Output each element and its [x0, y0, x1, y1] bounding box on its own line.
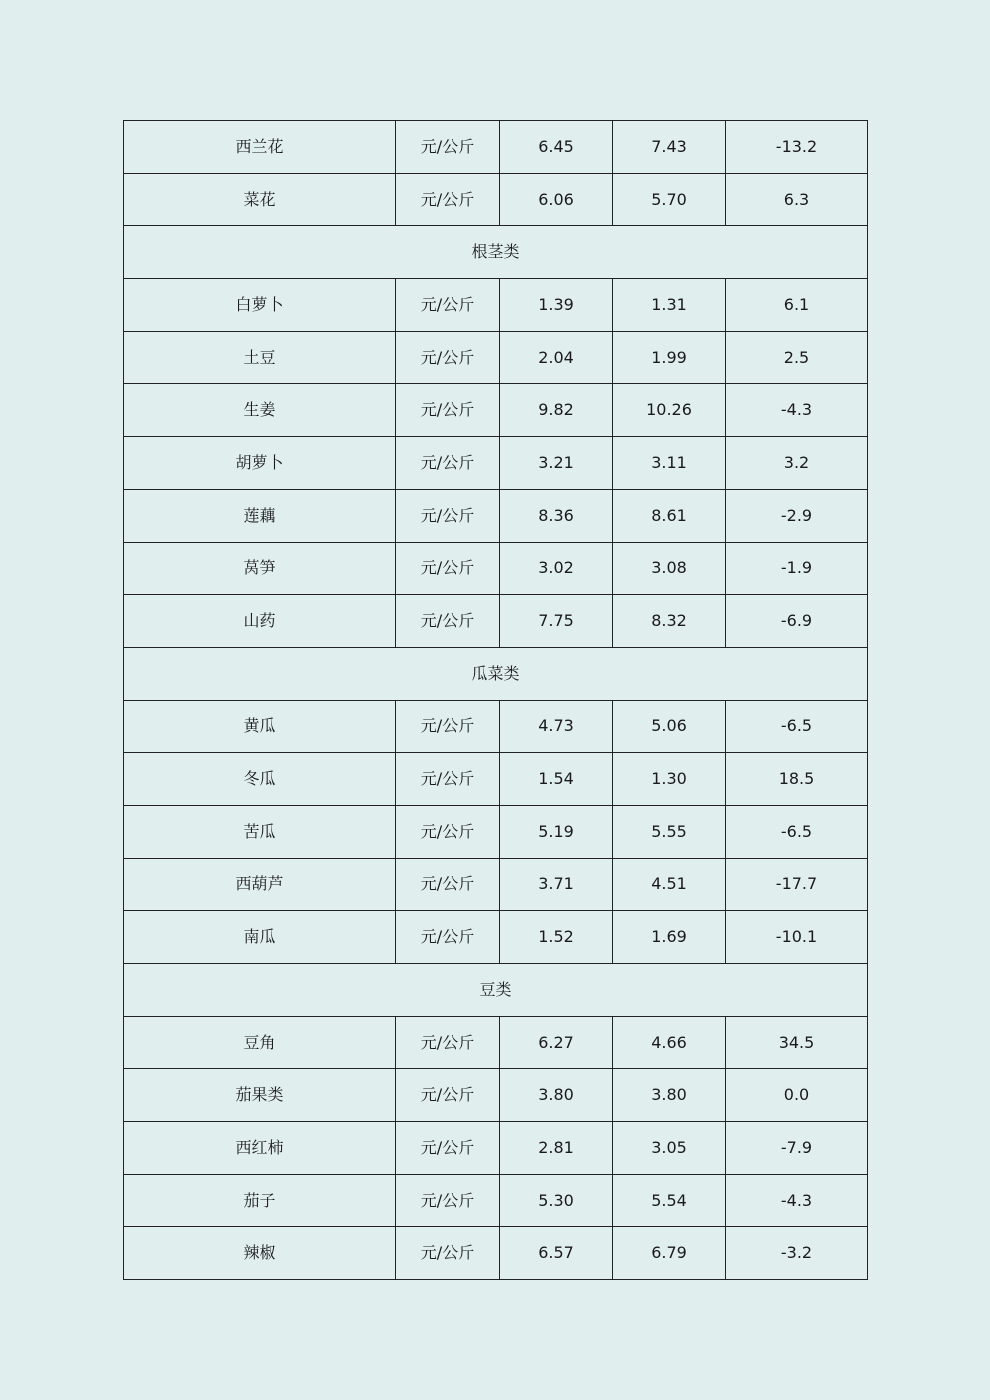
change-percent-cell: -6.9	[726, 595, 868, 648]
unit-cell: 元/公斤	[396, 753, 500, 806]
table-row	[124, 1174, 868, 1227]
table-row	[124, 1016, 868, 1069]
category-label: 瓜菜类	[124, 647, 868, 700]
change-percent-cell: 34.5	[726, 1016, 868, 1069]
current-price-cell: 1.52	[500, 911, 613, 964]
unit-cell: 元/公斤	[396, 279, 500, 332]
item-name-cell: 豆角	[124, 1016, 396, 1069]
item-name-cell: 南瓜	[124, 911, 396, 964]
unit-cell: 元/公斤	[396, 384, 500, 437]
unit-cell: 元/公斤	[396, 331, 500, 384]
previous-price-cell: 1.69	[613, 911, 726, 964]
unit-cell: 元/公斤	[396, 1227, 500, 1280]
item-name-cell: 西红柿	[124, 1122, 396, 1175]
previous-price-cell: 6.79	[613, 1227, 726, 1280]
current-price-cell: 6.27	[500, 1016, 613, 1069]
change-percent-cell: -17.7	[726, 858, 868, 911]
change-percent-cell: -3.2	[726, 1227, 868, 1280]
item-name-cell: 莴笋	[124, 542, 396, 595]
current-price-cell: 3.02	[500, 542, 613, 595]
previous-price-cell: 4.51	[613, 858, 726, 911]
previous-price-cell: 4.66	[613, 1016, 726, 1069]
change-percent-cell: 3.2	[726, 437, 868, 490]
table-row	[124, 173, 868, 226]
item-name-cell: 菜花	[124, 173, 396, 226]
table-row	[124, 700, 868, 753]
current-price-cell: 2.04	[500, 331, 613, 384]
table-row	[124, 595, 868, 648]
current-price-cell: 1.54	[500, 753, 613, 806]
item-name-cell: 茄果类	[124, 1069, 396, 1122]
previous-price-cell: 1.99	[613, 331, 726, 384]
category-label: 豆类	[124, 964, 868, 1017]
previous-price-cell: 5.54	[613, 1174, 726, 1227]
current-price-cell: 5.30	[500, 1174, 613, 1227]
current-price-cell: 9.82	[500, 384, 613, 437]
unit-cell: 元/公斤	[396, 1016, 500, 1069]
unit-cell: 元/公斤	[396, 489, 500, 542]
current-price-cell: 6.45	[500, 121, 613, 174]
current-price-cell: 8.36	[500, 489, 613, 542]
item-name-cell: 山药	[124, 595, 396, 648]
current-price-cell: 2.81	[500, 1122, 613, 1175]
item-name-cell: 莲藕	[124, 489, 396, 542]
category-row	[124, 647, 868, 700]
change-percent-cell: -10.1	[726, 911, 868, 964]
change-percent-cell: -2.9	[726, 489, 868, 542]
table-row	[124, 437, 868, 490]
category-row	[124, 226, 868, 279]
item-name-cell: 生姜	[124, 384, 396, 437]
previous-price-cell: 1.30	[613, 753, 726, 806]
change-percent-cell: -7.9	[726, 1122, 868, 1175]
table-row	[124, 753, 868, 806]
item-name-cell: 茄子	[124, 1174, 396, 1227]
unit-cell: 元/公斤	[396, 805, 500, 858]
current-price-cell: 3.71	[500, 858, 613, 911]
category-row	[124, 964, 868, 1017]
table-row	[124, 911, 868, 964]
current-price-cell: 3.21	[500, 437, 613, 490]
change-percent-cell: -4.3	[726, 1174, 868, 1227]
unit-cell: 元/公斤	[396, 121, 500, 174]
change-percent-cell: 2.5	[726, 331, 868, 384]
current-price-cell: 5.19	[500, 805, 613, 858]
price-table-body	[124, 121, 868, 1280]
change-percent-cell: 6.1	[726, 279, 868, 332]
previous-price-cell: 3.05	[613, 1122, 726, 1175]
item-name-cell: 西兰花	[124, 121, 396, 174]
change-percent-cell: 6.3	[726, 173, 868, 226]
previous-price-cell: 5.06	[613, 700, 726, 753]
previous-price-cell: 1.31	[613, 279, 726, 332]
change-percent-cell: -6.5	[726, 700, 868, 753]
table-row	[124, 489, 868, 542]
table-row	[124, 805, 868, 858]
change-percent-cell: -4.3	[726, 384, 868, 437]
unit-cell: 元/公斤	[396, 1122, 500, 1175]
table-row	[124, 1069, 868, 1122]
change-percent-cell: 18.5	[726, 753, 868, 806]
item-name-cell: 黄瓜	[124, 700, 396, 753]
previous-price-cell: 3.80	[613, 1069, 726, 1122]
unit-cell: 元/公斤	[396, 542, 500, 595]
item-name-cell: 苦瓜	[124, 805, 396, 858]
table-row	[124, 279, 868, 332]
item-name-cell: 土豆	[124, 331, 396, 384]
unit-cell: 元/公斤	[396, 595, 500, 648]
table-row	[124, 542, 868, 595]
change-percent-cell: -13.2	[726, 121, 868, 174]
vegetable-price-table	[123, 120, 868, 1280]
current-price-cell: 1.39	[500, 279, 613, 332]
current-price-cell: 6.57	[500, 1227, 613, 1280]
change-percent-cell: -1.9	[726, 542, 868, 595]
item-name-cell: 冬瓜	[124, 753, 396, 806]
previous-price-cell: 10.26	[613, 384, 726, 437]
current-price-cell: 3.80	[500, 1069, 613, 1122]
table-row	[124, 121, 868, 174]
current-price-cell: 7.75	[500, 595, 613, 648]
item-name-cell: 胡萝卜	[124, 437, 396, 490]
previous-price-cell: 8.61	[613, 489, 726, 542]
current-price-cell: 4.73	[500, 700, 613, 753]
change-percent-cell: 0.0	[726, 1069, 868, 1122]
table-row	[124, 858, 868, 911]
table-row	[124, 384, 868, 437]
unit-cell: 元/公斤	[396, 1174, 500, 1227]
unit-cell: 元/公斤	[396, 911, 500, 964]
previous-price-cell: 3.08	[613, 542, 726, 595]
table-row	[124, 1227, 868, 1280]
previous-price-cell: 3.11	[613, 437, 726, 490]
unit-cell: 元/公斤	[396, 437, 500, 490]
previous-price-cell: 5.55	[613, 805, 726, 858]
unit-cell: 元/公斤	[396, 1069, 500, 1122]
table-row	[124, 331, 868, 384]
table-row	[124, 1122, 868, 1175]
change-percent-cell: -6.5	[726, 805, 868, 858]
category-label: 根茎类	[124, 226, 868, 279]
current-price-cell: 6.06	[500, 173, 613, 226]
item-name-cell: 白萝卜	[124, 279, 396, 332]
unit-cell: 元/公斤	[396, 173, 500, 226]
unit-cell: 元/公斤	[396, 700, 500, 753]
previous-price-cell: 8.32	[613, 595, 726, 648]
previous-price-cell: 5.70	[613, 173, 726, 226]
item-name-cell: 西葫芦	[124, 858, 396, 911]
unit-cell: 元/公斤	[396, 858, 500, 911]
item-name-cell: 辣椒	[124, 1227, 396, 1280]
previous-price-cell: 7.43	[613, 121, 726, 174]
